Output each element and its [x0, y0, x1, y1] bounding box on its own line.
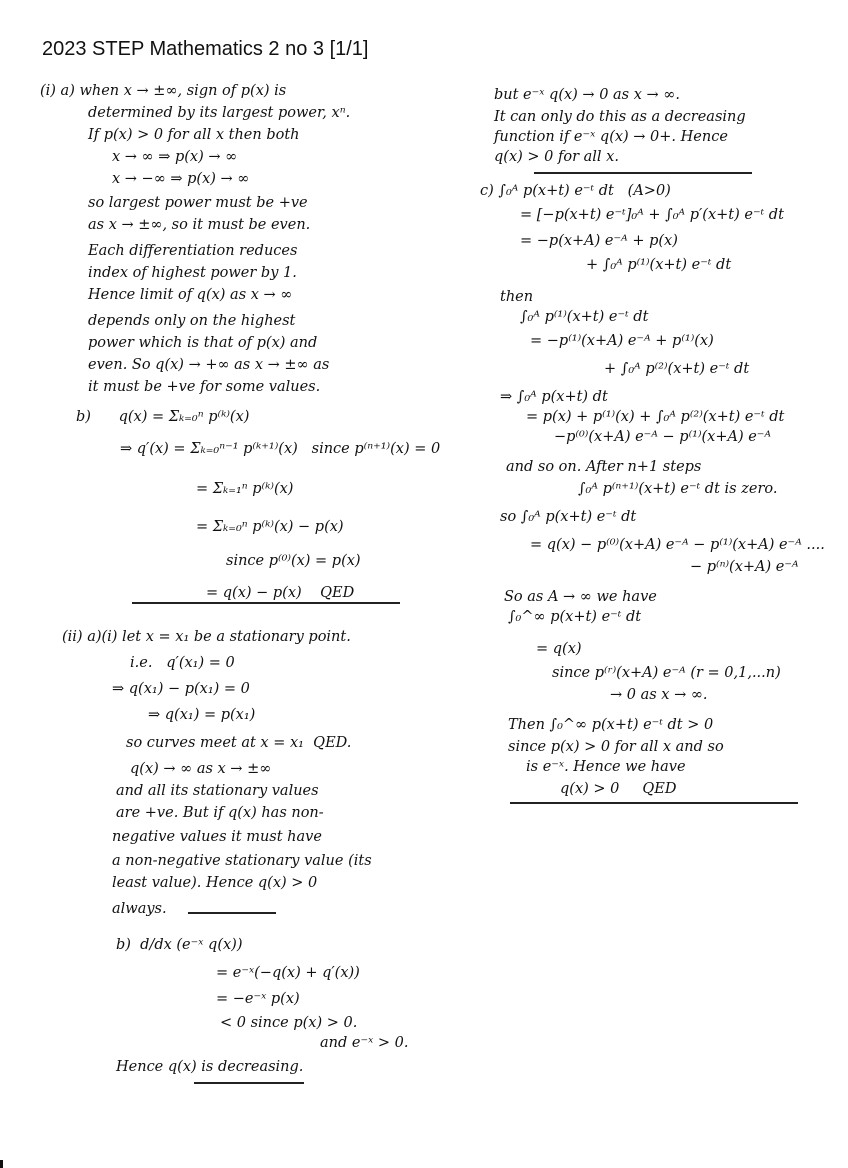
solution-line: Then ∫₀^∞ p(x+t) e⁻ᵗ dt > 0 [508, 717, 714, 733]
divider [510, 802, 798, 804]
divider [534, 172, 752, 174]
solution-line: even. So q(x) → +∞ as x → ±∞ as [88, 357, 330, 373]
solution-line: So as A → ∞ we have [504, 589, 657, 605]
solution-line: = q(x) [536, 641, 582, 657]
solution-line: Hence limit of q(x) as x → ∞ [88, 287, 293, 303]
solution-line: as x → ±∞, so it must be even. [88, 217, 311, 233]
solution-line: so curves meet at x = x₁ QED. [126, 735, 352, 751]
solution-line: q(x) > 0 QED [560, 781, 677, 797]
solution-line: ∫₀ᴬ p⁽¹⁾(x+t) e⁻ᵗ dt [520, 309, 649, 325]
solution-line: = q(x) − p(x) QED [206, 585, 355, 601]
solution-line: but e⁻ˣ q(x) → 0 as x → ∞. [494, 87, 680, 103]
solution-line: is e⁻ˣ. Hence we have [526, 759, 686, 775]
solution-line: ∫₀^∞ p(x+t) e⁻ᵗ dt [508, 609, 642, 625]
solution-line: are +ve. But if q(x) has non- [116, 805, 324, 821]
solution-line: q(x) > 0 for all x. [494, 149, 619, 165]
solution-line: (ii) a)(i) let x = x₁ be a stationary point. [62, 629, 351, 645]
solution-line: x → −∞ ⇒ p(x) → ∞ [112, 171, 250, 187]
divider [188, 912, 276, 914]
solution-line: b) d/dx (e⁻ˣ q(x)) [116, 937, 243, 953]
solution-line: x → ∞ ⇒ p(x) → ∞ [112, 149, 238, 165]
solution-line: then [500, 289, 534, 305]
solution-line: least value). Hence q(x) > 0 [112, 875, 318, 891]
solution-line: index of highest power by 1. [88, 265, 297, 281]
solution-line: depends only on the highest [88, 313, 296, 329]
solution-line: since p⁽⁰⁾(x) = p(x) [226, 553, 361, 569]
solution-line: since p(x) > 0 for all x and so [508, 739, 724, 755]
solution-line: = [−p(x+t) e⁻ᵗ]₀ᴬ + ∫₀ᴬ p′(x+t) e⁻ᵗ dt [520, 207, 784, 223]
solution-line: Hence q(x) is decreasing. [116, 1059, 304, 1075]
solution-line: it must be +ve for some values. [88, 379, 321, 395]
solution-line: a non-negative stationary value (its [112, 853, 372, 869]
solution-line: since p⁽ʳ⁾(x+A) e⁻ᴬ (r = 0,1,...n) [552, 665, 781, 681]
solution-line: and all its stationary values [116, 783, 319, 799]
solution-line: If p(x) > 0 for all x then both [88, 127, 300, 143]
solution-line: → 0 as x → ∞. [610, 687, 708, 703]
solution-line: − p⁽ⁿ⁾(x+A) e⁻ᴬ [690, 559, 799, 575]
solution-line: = e⁻ˣ(−q(x) + q′(x)) [216, 965, 360, 981]
divider [132, 602, 400, 604]
solution-line: = Σₖ₌₁ⁿ p⁽ᵏ⁾(x) [196, 481, 294, 497]
solution-line: −p⁽⁰⁾(x+A) e⁻ᴬ − p⁽¹⁾(x+A) e⁻ᴬ [554, 429, 772, 445]
solution-line: (i) a) when x → ±∞, sign of p(x) is [40, 83, 287, 99]
solution-line: + ∫₀ᴬ p⁽²⁾(x+t) e⁻ᵗ dt [604, 361, 750, 377]
solution-line: b) q(x) = Σₖ₌₀ⁿ p⁽ᵏ⁾(x) [76, 409, 250, 425]
solution-line: = p(x) + p⁽¹⁾(x) + ∫₀ᴬ p⁽²⁾(x+t) e⁻ᵗ dt [526, 409, 785, 425]
solution-line: = −p(x+A) e⁻ᴬ + p(x) [520, 233, 678, 249]
solution-line: It can only do this as a decreasing [494, 109, 746, 125]
solution-line: ∫₀ᴬ p⁽ⁿ⁺¹⁾(x+t) e⁻ᵗ dt is zero. [578, 481, 778, 497]
solution-line: always. [112, 901, 167, 917]
solution-line: i.e. q′(x₁) = 0 [130, 655, 235, 671]
solution-line: negative values it must have [112, 829, 322, 845]
solution-line: < 0 since p(x) > 0. [220, 1015, 358, 1031]
solution-line: so largest power must be +ve [88, 195, 308, 211]
solution-line: ⇒ ∫₀ᴬ p(x+t) dt [500, 389, 608, 405]
solution-line: and e⁻ˣ > 0. [320, 1035, 409, 1051]
solution-line: and so on. After n+1 steps [506, 459, 702, 475]
solution-line: so ∫₀ᴬ p(x+t) e⁻ᵗ dt [500, 509, 637, 525]
solution-line: determined by its largest power, xⁿ. [88, 105, 351, 121]
solution-line: power which is that of p(x) and [88, 335, 318, 351]
solution-line: ⇒ q′(x) = Σₖ₌₀ⁿ⁻¹ p⁽ᵏ⁺¹⁾(x) since p⁽ⁿ⁺¹⁾(x) = 0 [120, 441, 441, 457]
solution-line: = q(x) − p⁽⁰⁾(x+A) e⁻ᴬ − p⁽¹⁾(x+A) e⁻ᴬ .... [530, 537, 825, 553]
solution-line: ⇒ q(x₁) − p(x₁) = 0 [112, 681, 250, 697]
solution-line: ⇒ q(x₁) = p(x₁) [148, 707, 256, 723]
solution-line: function if e⁻ˣ q(x) → 0+. Hence [494, 129, 728, 145]
solution-line: q(x) → ∞ as x → ±∞ [130, 761, 272, 777]
solution-line: + ∫₀ᴬ p⁽¹⁾(x+t) e⁻ᵗ dt [586, 257, 732, 273]
solution-line: Each differentiation reduces [88, 243, 298, 259]
divider [194, 1082, 304, 1084]
scan-edge-mark [0, 1160, 3, 1168]
solution-line: c) ∫₀ᴬ p(x+t) e⁻ᵗ dt (A>0) [480, 183, 671, 199]
solution-line: = −p⁽¹⁾(x+A) e⁻ᴬ + p⁽¹⁾(x) [530, 333, 714, 349]
page-header: 2023 STEP Mathematics 2 no 3 [1/1] [42, 38, 369, 60]
solution-line: = −e⁻ˣ p(x) [216, 991, 300, 1007]
solution-line: = Σₖ₌₀ⁿ p⁽ᵏ⁾(x) − p(x) [196, 519, 344, 535]
